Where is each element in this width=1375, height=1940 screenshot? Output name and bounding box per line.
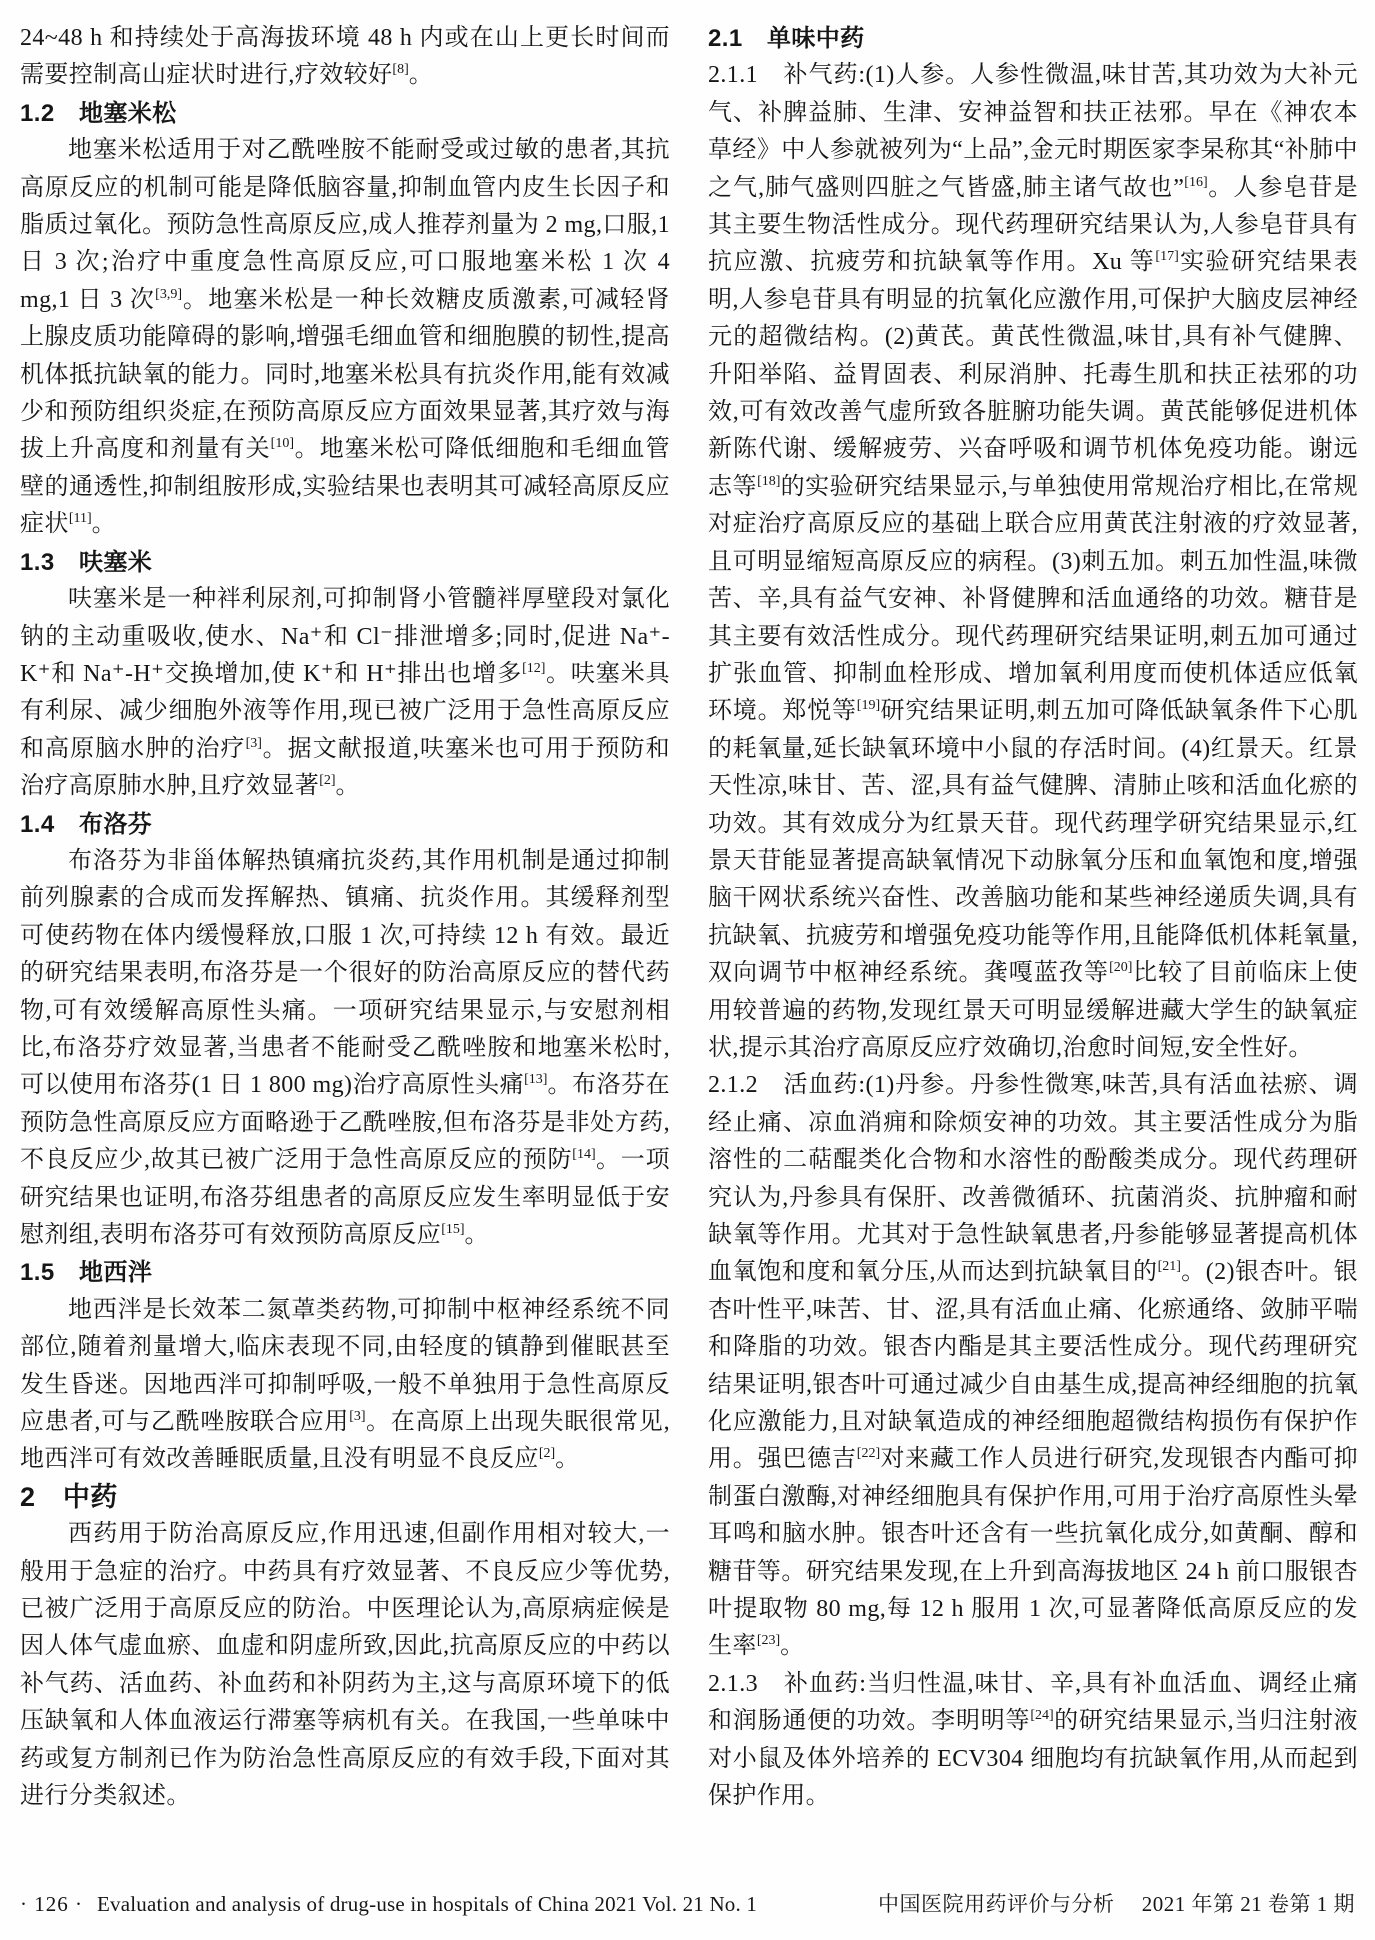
reference-marker: [16] [1184,174,1208,190]
page-number: · 126 · [20,1892,83,1916]
reference-marker: [2] [538,1446,556,1462]
paragraph: 2.1.1 补气药:(1)人参。人参性微温,味甘苦,其功效为大补元气、补脾益肺、生津、安神益智和扶正祛邪。早在《神农本草经》中人参就被列为“上品”,金元时期医家李杲称其“补肺中之气,肺气盛则四脏之气皆盛,肺主诸气故也”[16]。人参皂苷是其主要生物活性成分。现代药理研究结果认为,人参皂苷具有抗应激、抗疲劳和抗缺氧等作用。Xu 等[17]实验研究结果表明,人参皂苷具有明显的抗氧化应激作用,可保护大脑皮层神经元的超微结构。(2)黄芪。黄芪性微温,味甘,具有补气健脾、升阳举陷、益胃固表、利尿消肿、托毒生肌和扶正祛邪的功效,可有效改善气虚所致各脏腑功能失调。黄芪能够促进机体新陈代谢、缓解疲劳、兴奋呼吸和调节机体免疫功能。谢远志等[18]的实验研究结果显示,与单独使用常规治疗相比,在常规对症治疗高原反应的基础上联合应用黄芪注射液的疗效显著,且可明显缩短高原反应的病程。(3)刺五加。刺五加性温,味微苦、辛,具有益气安神、补肾健脾和活血通络的功效。糖苷是其主要有效活性成分。现代药理研究结果证明,刺五加可通过扩张血管、抑制血栓形成、增加氧利用度而使机体适应低氧环境。郑悦等[19]研究结果证明,刺五加可降低缺氧条件下心肌的耗氧量,延长缺氧环境中小鼠的存活时间。(4)红景天。红景天性凉,味甘、苦、涩,具有益气健脾、清肺止咳和活血化瘀的功效。其有效成分为红景天苷。现代药理学研究结果显示,红景天苷能显著提高缺氧情况下动脉氧分压和血氧饱和度,增强脑干网状系统兴奋性、改善脑功能和某些神经递质失调,具有抗缺氧、抗疲劳和增强免疫功能等作用,且能降低机体耗氧量,双向调节中枢神经系统。龚嘎蓝孜等[20]比较了目前临床上使用较普遍的药物,发现红景天可明显缓解进藏大学生的缺氧症状,提示其治疗高原反应疗效确切,治愈时间短,安全性好。 [708,62,1359,1061]
journal-title-chinese: 中国医院用药评价与分析 2021 年第 21 卷第 1 期 [878,1892,1355,1916]
paragraph: 2.1.3 补血药:当归性温,味甘、辛,具有补血活血、调经止痛和润肠通便的功效。李明明等[24]的研究结果显示,当归注射液对小鼠及体外培养的 ECV304 细胞均有抗缺氧作用,从而起到保护作用。 [708,1670,1359,1810]
reference-marker: [11] [68,511,92,527]
reference-marker: [17] [1155,249,1179,265]
reference-marker: [10] [270,436,294,452]
paragraph: 2.1.2 活血药:(1)丹参。丹参性微寒,味苦,具有活血祛瘀、调经止痛、凉血消痈和除烦安神的功效。其主要活性成分为脂溶性的二萜醌类化合物和水溶性的酚酸类成分。现代药理研究认为,丹参具有保肝、改善微循环、抗菌消炎、抗肿瘤和耐缺氧等作用。尤其对于急性缺氧患者,丹参能够显著提高机体血氧饱和度和氧分压,从而达到抗缺氧目的[21]。(2)银杏叶。银杏叶性平,味苦、甘、涩,具有活血止痛、化瘀通络、敛肺平喘和降脂的功效。银杏内酯是其主要活性成分。现代药理研究结果证明,银杏叶可通过减少自由基生成,提高神经细胞的抗氧化应激能力,且对缺氧造成的神经细胞超微结构损伤有保护作用。强巴德吉[22]对来藏工作人员进行研究,发现银杏内酯可抑制蛋白激酶,对神经细胞具有保护作用,可用于治疗高原性头晕耳鸣和脑水肿。银杏叶还含有一些抗氧化成分,如黄酮、醇和糖苷等。研究结果发现,在上升到高海拔地区 24 h 前口服银杏叶提取物 80 mg,每 12 h 服用 1 次,可显著降低高原反应的发生率[23]。 [708,1072,1359,1660]
footer-left [20,1892,757,1917]
section-heading: 2 中药 [20,1481,118,1512]
reference-marker: [22] [856,1446,881,1462]
right-column [708,20,1358,1816]
reference-marker: [14] [572,1147,596,1163]
section-heading: 2.1 单味中药 [708,25,865,52]
reference-marker: [3] [245,735,262,751]
reference-marker: [12] [522,660,546,676]
reference-marker: [3] [349,1409,366,1425]
paragraph: 地西泮是长效苯二氮䓬类药物,可抑制中枢神经系统不同部位,随着剂量增大,临床表现不同,由轻度的镇静到催眠甚至发生昏迷。因地西泮可抑制呼吸,一般不单独用于急性高原反应患者,可与乙酰唑胺联合应用[3]。在高原上出现失眠很常见,地西泮可有效改善睡眠质量,且没有明显不良反应[2]。 [20,1296,670,1473]
reference-marker: [15] [441,1222,465,1237]
section-heading: 1.2 地塞米松 [20,99,177,127]
paragraph: 24~48 h 和持续处于高海拔环境 48 h 内或在山上更长时间而需要控制高山症状时进行,疗效较好[8]。 [20,25,670,89]
journal-title-english: Evaluation and analysis of drug-use in hospitals of China 2021 Vol. 21 No. 1 [97,1892,758,1916]
reference-marker: [24] [1030,1708,1054,1724]
reference-marker: [19] [856,698,881,714]
reference-marker: [8] [392,62,409,78]
reference-marker: [13] [524,1072,548,1088]
reference-marker: [20] [1109,960,1133,976]
section-heading: 1.4 布洛芬 [20,810,153,838]
left-column [20,20,670,1816]
page-footer [20,1888,1355,1918]
paragraph: 呋塞米是一种袢利尿剂,可抑制肾小管髓袢厚壁段对氯化钠的主动重吸收,使水、Na⁺和 Cl⁻排泄增多;同时,促进 Na⁺-K⁺和 Na⁺-H⁺交换增加,使 K⁺和 H⁺排出也增多[12]。呋塞米具有利尿、减少细胞外液等作用,现已被广泛用于急性高原反应和高原脑水肿的治疗[3]。据文献报道,呋塞米也可用于预防和治疗高原肺水肿,且疗效显著[2]。 [20,586,671,800]
section-heading: 1.3 呋塞米 [20,548,153,576]
section-heading: 1.5 地西泮 [20,1259,153,1287]
reference-marker: [23] [756,1633,781,1649]
paragraph: 布洛芬为非甾体解热镇痛抗炎药,其作用机制是通过抑制前列腺素的合成而发挥解热、镇痛、抗炎作用。其缓释剂型可使药物在体内缓慢释放,口服 1 次,可持续 12 h 有效。最近的研究结果表明,布洛芬是一个很好的防治高原反应的替代药物,可有效缓解高原性头痛。一项研究结果显示,与安慰剂相比,布洛芬疗效显著,当患者不能耐受乙酰唑胺和地塞米松时,可以使用布洛芬(1 日 1 800 mg)治疗高原性头痛[13]。布洛芬在预防急性高原反应方面略逊于乙酰唑胺,但布洛芬是非处方药,不良反应少,故其已被广泛用于急性高原反应的预防[14]。一项研究结果也证明,布洛芬组患者的高原反应发生率明显低于安慰剂组,表明布洛芬可有效预防高原反应[15]。 [20,847,670,1248]
paragraph: 地塞米松适用于对乙酰唑胺不能耐受或过敏的患者,其抗高原反应的机制可能是降低脑容量,抑制血管内皮生长因子和脂质过氧化。预防急性高原反应,成人推荐剂量为 2 mg,口服,1 日 3 次;治疗中重度急性高原反应,可口服地塞米松 1 次 4 mg,1 日 3 次[3,9]。地塞米松是一种长效糖皮质激素,可减轻肾上腺皮质功能障碍的影响,增强毛细血管和细胞膜的韧性,提高机体抵抗缺氧的能力。同时,地塞米松具有抗炎作用,能有效减少和预防组织炎症,在预防高原反应方面效果显著,其疗效与海拔上升高度和剂量有关[10]。地塞米松可降低细胞和毛细血管壁的通透性,抑制组胺形成,实验结果也表明其可减轻高原反应症状[11]。 [20,137,671,538]
reference-marker: [18] [757,473,781,489]
paragraph: 西药用于防治高原反应,作用迅速,但副作用相对较大,一般用于急症的治疗。中药具有疗效显著、不良反应少等优势,已被广泛用于高原反应的防治。中医理论认为,高原病症候是因人体气虚血瘀、血虚和阴虚所致,因此,抗高原反应的中药以补气药、活血药、补血药和补阴药为主,这与高原环境下的低压缺氧和人体血液运行滞塞等病机有关。在我国,一些单味中药或复方制剂已作为防治急性高原反应的有效手段,下面对其进行分类叙述。 [20,1521,670,1810]
reference-marker: [2] [319,773,336,789]
reference-marker: [3,9] [155,286,182,302]
reference-marker: [21] [1157,1259,1181,1275]
